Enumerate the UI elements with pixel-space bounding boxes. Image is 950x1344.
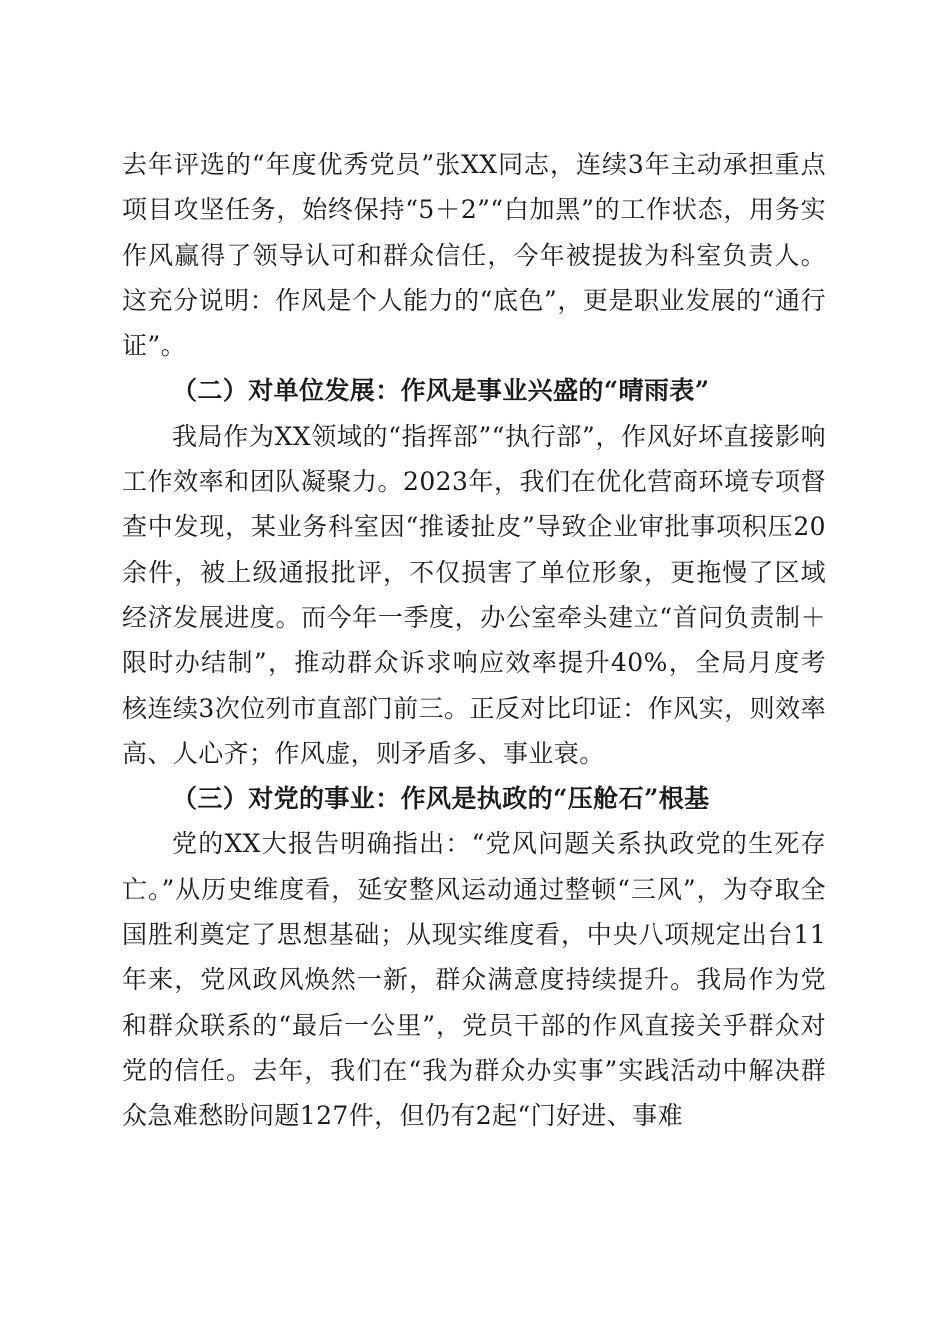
paragraph-party-cause: 党的XX大报告明确指出：“党风问题关系执政党的生死存亡。”从历史维度看，延安整风运动通过整顿“三风”，为夺取全国胜利奠定了思想基础；从现实维度看，中央八项规定出台11年来，党风政风焕然一新，群众满意度持续提升。我局作为党和群众联系的“最后一公里”，党员干部的作风直接关乎群众对党的信任。去年，我们在“我为群众办实事”实践活动中解决群众急难愁盼问题127件，但仍有2起“门好进、事难 <box>122 829 826 1131</box>
section-heading-2: （二）对单位发展：作风是事业兴盛的“晴雨表” <box>172 376 710 406</box>
paragraph-continued: 去年评选的“年度优秀党员”张XX同志，连续3年主动承担重点项目攻坚任务，始终保持“5＋2”“白加黑”的工作状态，用务实作风赢得了领导认可和群众信任，今年被提拔为科室负责人。这充分说明：作风是个人能力的“底色”，更是职业发展的“通行证”。 <box>122 150 826 361</box>
section-heading-3: （三）对党的事业：作风是执政的“压舱石”根基 <box>172 784 710 814</box>
document-body <box>122 142 826 1139</box>
paragraph-unit-development: 我局作为XX领域的“指挥部”“执行部”，作风好坏直接影响工作效率和团队凝聚力。2023年，我们在优化营商环境专项督查中发现，某业务科室因“推诿扯皮”导致企业审批事项积压20余件，被上级通报批评，不仅损害了单位形象，更拖慢了区域经济发展进度。而今年一季度，办公室牵头建立“首问负责制＋限时办结制”，推动群众诉求响应效率提升40%，全局月度考核连续3次位列市直部门前三。正反对比印证：作风实，则效率高、人心齐；作风虚，则矛盾多、事业衰。 <box>122 421 826 768</box>
